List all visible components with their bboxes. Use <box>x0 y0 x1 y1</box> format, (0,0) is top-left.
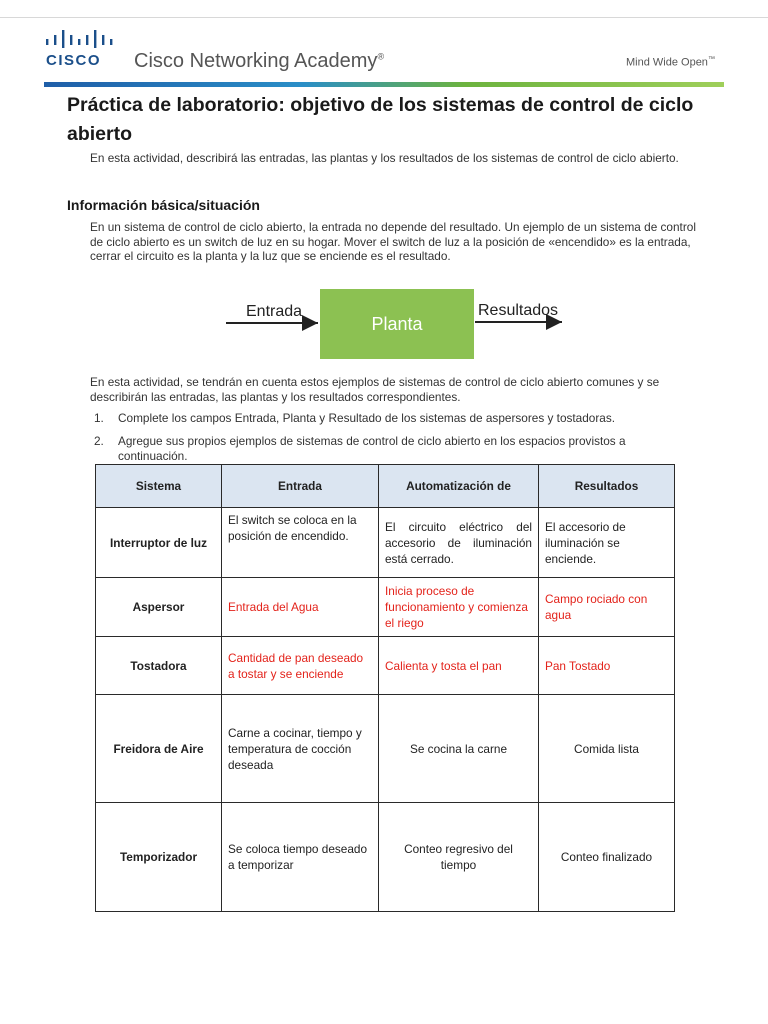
header-input: Entrada <box>222 465 379 508</box>
diagram-svg <box>220 286 570 362</box>
activity-paragraph: En esta actividad, se tendrán en cuenta estos ejemplos de sistemas de control de ciclo abierto comunes y se describirán las entradas, las plantas y los resultados correspondientes. <box>90 375 660 404</box>
table-row <box>96 637 675 695</box>
header-color-bar <box>44 82 724 87</box>
row-plant: Calienta y tosta el pan <box>379 637 539 695</box>
row-system: Temporizador <box>96 803 222 912</box>
header-result: Resultados <box>539 465 675 508</box>
row-result: Campo rociado con agua <box>539 578 675 637</box>
control-diagram <box>220 286 570 362</box>
top-divider <box>0 17 768 18</box>
diagram-output-label: Resultados <box>478 302 559 319</box>
cisco-bars-icon <box>46 30 116 48</box>
header-plant: Automatización de <box>379 465 539 508</box>
row-system: Tostadora <box>96 637 222 695</box>
row-plant: Se cocina la carne <box>379 695 539 803</box>
header-system: Sistema <box>96 465 222 508</box>
table-row <box>96 578 675 637</box>
table-row <box>96 695 675 803</box>
row-input: Se coloca tiempo deseado a temporizar <box>222 803 379 912</box>
systems-table <box>95 464 675 912</box>
table-row <box>96 508 675 578</box>
diagram-input-label: Entrada <box>246 303 303 320</box>
row-system: Aspersor <box>96 578 222 637</box>
academy-name: Cisco Networking Academy® <box>134 50 385 72</box>
row-plant: El circuito eléctrico del accesorio de iluminación está cerrado. <box>379 508 539 578</box>
table-row <box>96 803 675 912</box>
row-result: Pan Tostado <box>539 637 675 695</box>
row-input: Carne a cocinar, tiempo y temperatura de cocción deseada <box>222 695 379 803</box>
diagram-plant-label: Planta <box>371 314 423 334</box>
background-paragraph: En un sistema de control de ciclo abierto, la entrada no depende del resultado. Un ejemplo de un sistema de control de ciclo abierto es un switch de luz en su hogar. Mover el switch de luz a la posición de «encendido» es la entrada, cerrar el circuito es la planta y la luz que se enciende es el resultado. <box>90 220 696 263</box>
row-input: Entrada del Agua <box>222 578 379 637</box>
intro-paragraph: En esta actividad, describirá las entradas, las plantas y los resultados de los sistemas de control de ciclo abierto. <box>90 151 679 165</box>
row-input: Cantidad de pan deseado a tostar y se enciende <box>222 637 379 695</box>
tagline: Mind Wide Open™ <box>626 56 715 69</box>
row-system: Interruptor de luz <box>96 508 222 578</box>
row-input: El switch se coloca en la posición de encendido. <box>222 508 379 578</box>
section-heading: Información básica/situación <box>67 197 260 213</box>
page-title: Práctica de laboratorio: objetivo de los sistemas de control de ciclo abierto <box>67 94 694 145</box>
row-result: Conteo finalizado <box>539 803 675 912</box>
row-plant: Inicia proceso de funcionamiento y comienza el riego <box>379 578 539 637</box>
table-header-row <box>96 465 675 508</box>
row-result: Comida lista <box>539 695 675 803</box>
cisco-wordmark: CISCO <box>46 52 102 69</box>
row-plant: Conteo regresivo del tiempo <box>379 803 539 912</box>
row-result: El accesorio de iluminación se enciende. <box>539 508 675 578</box>
row-system: Freidora de Aire <box>96 695 222 803</box>
